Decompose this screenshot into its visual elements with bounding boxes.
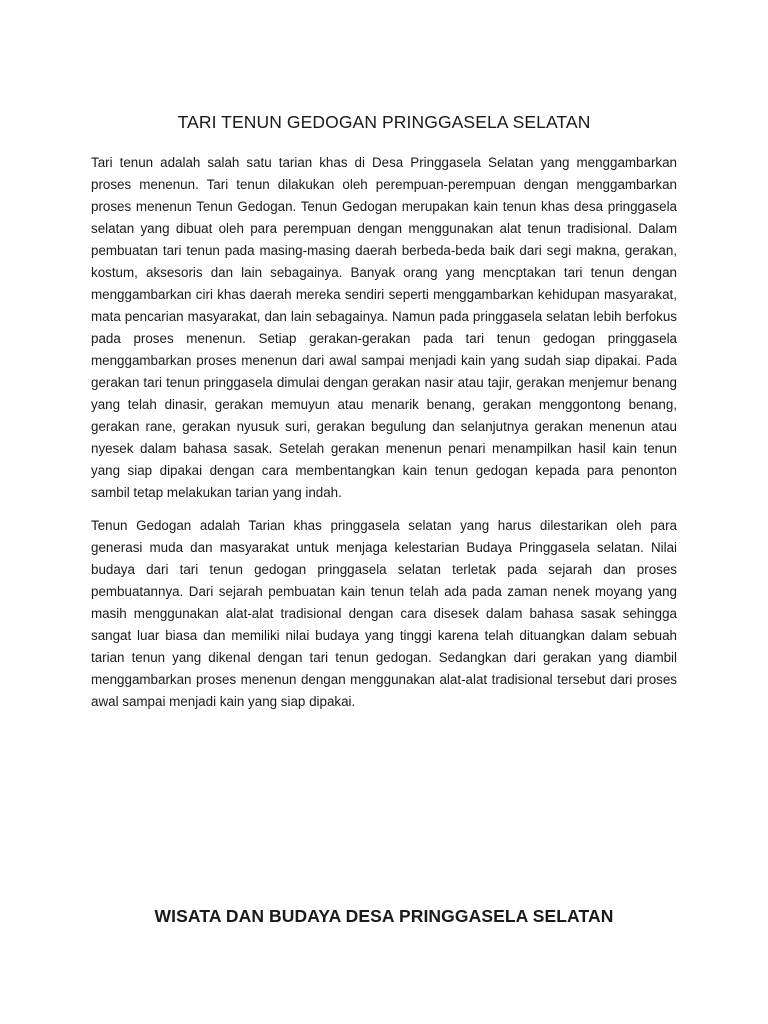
- body-paragraph-1: Tari tenun adalah salah satu tarian khas di Desa Pringgasela Selatan yang menggambarkan proses menenun. Tari tenun dilakukan oleh perempuan-perempuan dengan menggambarkan proses menenun Tenun Gedogan. Tenun Gedogan merupakan kain tenun khas desa pringgasela selatan yang dibuat oleh para perempuan dengan menggunakan alat tenun tradisional. Dalam pembuatan tari tenun pada masing-masing daerah berbeda-beda baik dari segi makna, gerakan, kostum, aksesoris dan lain sebagainya. Banyak orang yang mencptakan tari tenun dengan menggambarkan ciri khas daerah mereka sendiri seperti menggambarkan kehidupan masyarakat, mata pencarian masyarakat, dan lain sebagainya. Namun pada pringgasela selatan lebih berfokus pada proses menenun. Setiap gerakan-gerakan pada tari tenun gedogan pringgasela menggambarkan proses menenun dari awal sampai menjadi kain yang sudah siap dipakai. Pada gerakan tari tenun pringgasela dimulai dengan gerakan nasir atau tajir, gerakan menjemur benang yang telah dinasir, gerakan memuyun atau menarik benang, gerakan menggontong benang, gerakan rane, gerakan nyusuk suri, gerakan begulung dan selanjutnya gerakan menenun atau nyesek dalam bahasa sasak. Setelah gerakan menenun penari menampilkan hasil kain tenun yang siap dipakai dengan cara membentangkan kain tenun gedogan kepada para penonton sambil tetap melakukan tarian yang indah.: [91, 155, 677, 500]
- page-title: TARI TENUN GEDOGAN PRINGGASELA SELATAN: [177, 112, 591, 132]
- body-paragraph-2: Tenun Gedogan adalah Tarian khas pringgasela selatan yang harus dilestarikan oleh para generasi muda dan masyarakat untuk menjaga kelestarian Budaya Pringgasela selatan. Nilai budaya dari tari tenun gedogan pringgasela selatan terletak pada sejarah dan proses pembuatannya. Dari sejarah pembuatan kain tenun telah ada pada zaman nenek moyang yang masih menggunakan alat-alat tradisional dengan cara disesek dalam bahasa sasak sehingga sangat luar biasa dan memiliki nilai budaya yang tinggi karena telah dituangkan dalam sebuah tarian tenun yang dikenal dengan tari tenun gedogan. Sedangkan dari gerakan yang diambil menggambarkan proses menenun dengan menggunakan alat-alat tradisional tersebut dari proses awal sampai menjadi kain yang siap dipakai.: [91, 518, 677, 709]
- section-title: WISATA DAN BUDAYA DESA PRINGGASELA SELATAN: [154, 906, 614, 926]
